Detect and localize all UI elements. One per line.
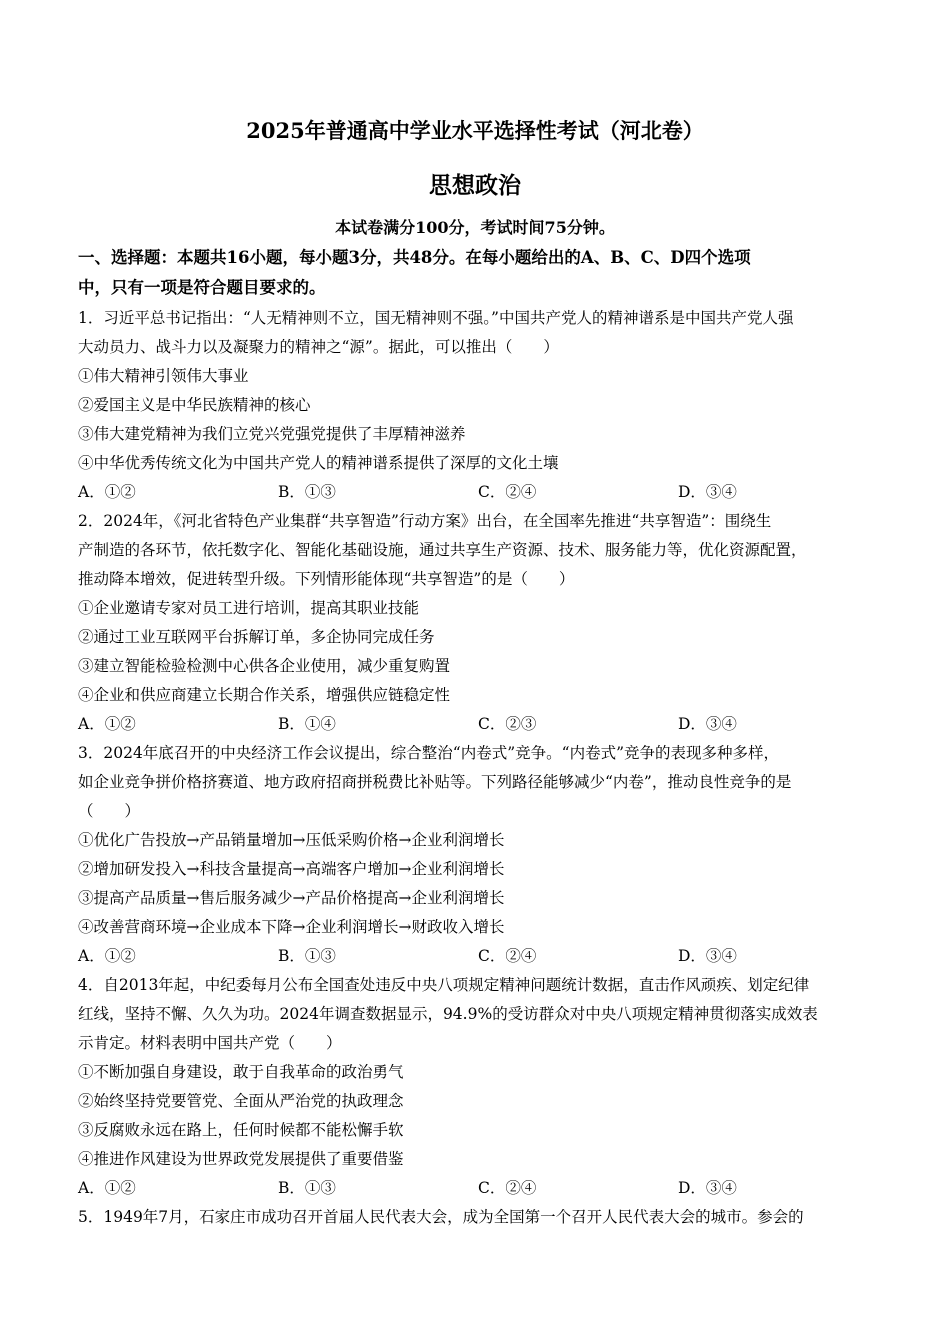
subject-title: 思想政治	[429, 172, 521, 199]
q1-option-a[interactable]: A．①②	[78, 483, 136, 501]
q3-item-2: ②增加研发投入→科技含量提高→高端客户增加→企业利润增长	[78, 860, 505, 878]
q1-item-1: ①伟大精神引领伟大事业	[78, 367, 249, 385]
q3-stem-line2: 如企业竞争拼价格挤赛道、地方政府招商拼税费比补贴等。下列路径能够减少“内卷”，推动良性竞争的是	[78, 773, 792, 791]
q2-option-b[interactable]: B．①④	[278, 715, 336, 733]
q4-stem-line1: 4．自2013年起，中纪委每月公布全国查处违反中央八项规定精神问题统计数据，直击作风顽疾、划定纪律	[78, 976, 810, 994]
exam-title: 2025年普通高中学业水平选择性考试（河北卷）	[246, 118, 704, 143]
q2-item-2: ②通过工业互联网平台拆解订单，多企协同完成任务	[78, 628, 435, 646]
q1-option-b[interactable]: B．①③	[278, 483, 336, 501]
q2-option-c[interactable]: C．②③	[478, 715, 537, 733]
q2-stem-line3: 推动降本增效，促进转型升级。下列情形能体现“共享智造”的是（ ）	[78, 570, 575, 588]
q1-option-d[interactable]: D．③④	[678, 483, 737, 501]
q3-stem-line3: （ ）	[78, 802, 141, 820]
q2-item-1: ①企业邀请专家对员工进行培训，提高其职业技能	[78, 599, 420, 617]
q3-option-a[interactable]: A．①②	[78, 947, 136, 965]
q4-item-3: ③反腐败永远在路上，任何时候都不能松懈手软	[78, 1121, 404, 1139]
q3-item-3: ③提高产品质量→售后服务减少→产品价格提高→企业利润增长	[78, 889, 505, 907]
q1-stem-line1: 1．习近平总书记指出：“人无精神则不立，国无精神则不强。”中国共产党人的精神谱系是中国共产党人强	[78, 309, 794, 327]
q4-item-4: ④推进作风建设为世界政党发展提供了重要借鉴	[78, 1150, 404, 1168]
q3-item-1: ①优化广告投放→产品销量增加→压低采购价格→企业利润增长	[78, 831, 505, 849]
q1-item-3: ③伟大建党精神为我们立党兴党强党提供了丰厚精神滋养	[78, 425, 466, 443]
q2-option-d[interactable]: D．③④	[678, 715, 737, 733]
q1-item-4: ④中华优秀传统文化为中国共产党人的精神谱系提供了深厚的文化土壤	[78, 454, 559, 472]
section-heading-line1: 一、选择题：本题共16小题，每小题3分，共48分。在每小题给出的A、B、C、D四个选项	[78, 248, 751, 267]
q4-item-2: ②始终坚持党要管党、全面从严治党的执政理念	[78, 1092, 404, 1110]
q4-stem-line2: 红线，坚持不懈、久久为功。2024年调查数据显示，94.9%的受访群众对中央八项规定精神贯彻落实成效表	[78, 1005, 818, 1023]
q3-option-b[interactable]: B．①③	[278, 947, 336, 965]
q2-stem-line2: 产制造的各环节，依托数字化、智能化基础设施，通过共享生产资源、技术、服务能力等，优化资源配置，	[78, 541, 807, 559]
q5-stem-line1: 5．1949年7月，石家庄市成功召开首届人民代表大会，成为全国第一个召开人民代表大会的城市。参会的	[78, 1208, 804, 1226]
q4-option-b[interactable]: B．①③	[278, 1179, 336, 1197]
q4-item-1: ①不断加强自身建设，敢于自我革命的政治勇气	[78, 1063, 404, 1081]
q2-stem-line1: 2．2024年，《河北省特色产业集群“共享智造”行动方案》出台，在全国率先推进“共享智造”：围绕生	[78, 512, 772, 530]
q3-stem-line1: 3．2024年底召开的中央经济工作会议提出，综合整治“内卷式”竞争。“内卷式”竞争的表现多种多样，	[78, 744, 780, 762]
q4-option-d[interactable]: D．③④	[678, 1179, 737, 1197]
exam-note: 本试卷满分100分，考试时间75分钟。	[335, 218, 615, 237]
q1-item-2: ②爱国主义是中华民族精神的核心	[78, 396, 311, 414]
q4-option-a[interactable]: A．①②	[78, 1179, 136, 1197]
q4-stem-line3: 示肯定。材料表明中国共产党（ ）	[78, 1034, 342, 1052]
section-heading-line2: 中，只有一项是符合题目要求的。	[78, 278, 326, 297]
q2-item-3: ③建立智能检验检测中心供各企业使用，减少重复购置	[78, 657, 451, 675]
q3-option-c[interactable]: C．②④	[478, 947, 537, 965]
q1-option-c[interactable]: C．②④	[478, 483, 537, 501]
q3-option-d[interactable]: D．③④	[678, 947, 737, 965]
q3-item-4: ④改善营商环境→企业成本下降→企业利润增长→财政收入增长	[78, 918, 505, 936]
q4-option-c[interactable]: C．②④	[478, 1179, 537, 1197]
q2-option-a[interactable]: A．①②	[78, 715, 136, 733]
q2-item-4: ④企业和供应商建立长期合作关系，增强供应链稳定性	[78, 686, 451, 704]
q1-stem-line2: 大动员力、战斗力以及凝聚力的精神之“源”。据此，可以推出（ ）	[78, 338, 559, 356]
